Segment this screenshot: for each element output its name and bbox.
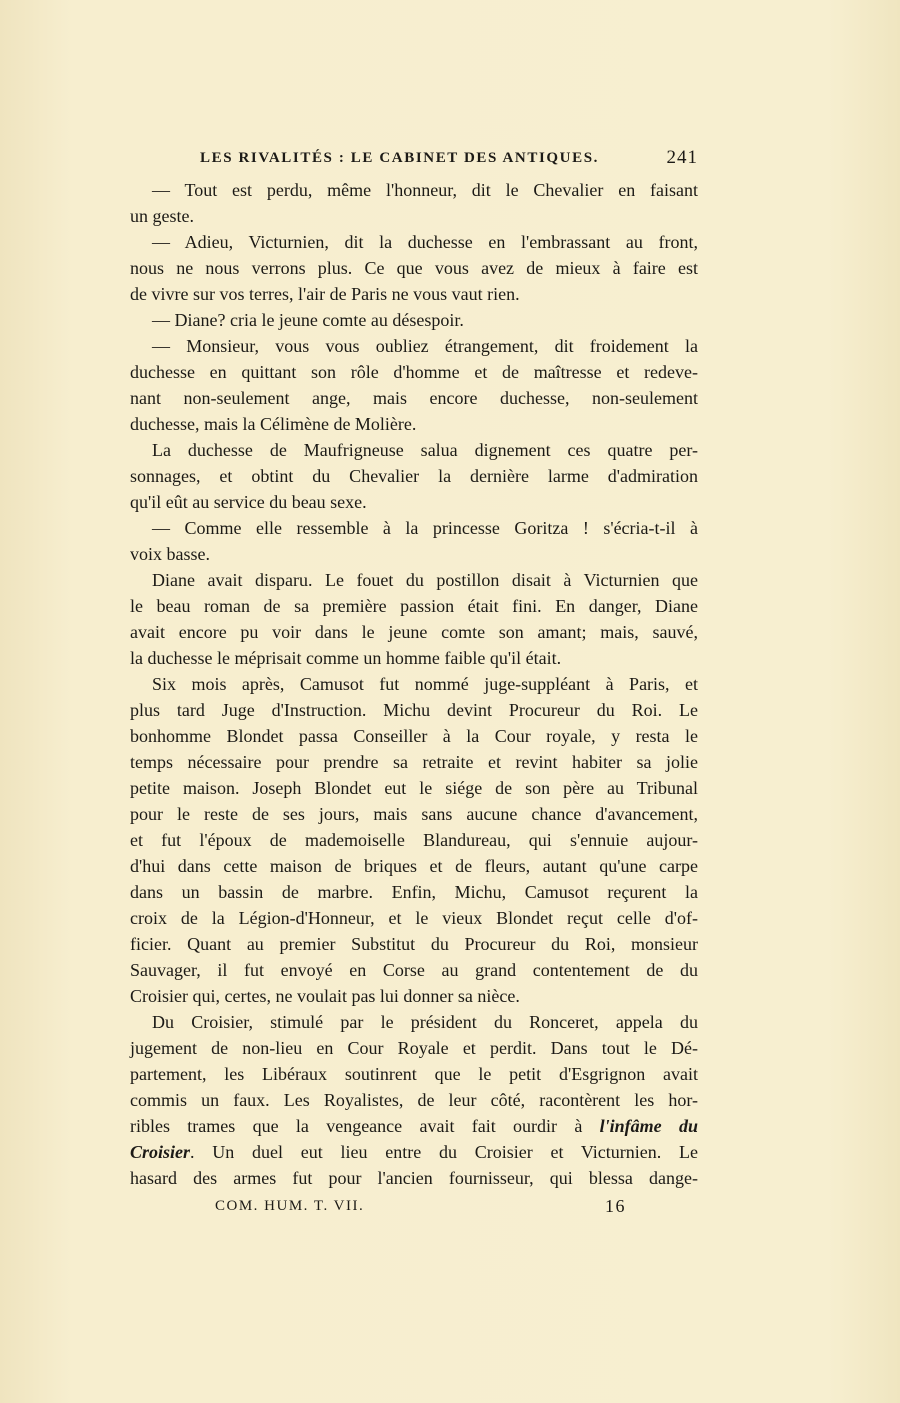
- text-line: Diane avait disparu. Le fouet du postillon disait à Victurnien que: [152, 570, 698, 590]
- text-line: — Adieu, Victurnien, dit la duchesse en l'embrassant au front,: [152, 232, 698, 252]
- text-line: croix de la Légion-d'Honneur, et le vieux Blondet reçut celle d'of-: [130, 908, 698, 928]
- text-line: [130, 1139, 698, 1165]
- text-line: ficier. Quant au premier Substitut du Procureur du Roi, monsieur: [130, 934, 698, 954]
- running-title: LES RIVALITÉS : LE CABINET DES ANTIQUES.: [200, 150, 599, 166]
- text-line: sonnages, et obtint du Chevalier la dernière larme d'admiration: [130, 466, 698, 486]
- signature-mark: COM. HUM. T. VII.: [215, 1198, 365, 1214]
- text-span: . Un duel eut lieu entre du Croisier et Victurnien. Le: [190, 1142, 698, 1162]
- text-line: pour le reste de ses jours, mais sans aucune chance d'avancement,: [130, 804, 698, 824]
- text-line: nant non-seulement ange, mais encore duchesse, non-seulement: [130, 388, 698, 408]
- text-line: duchesse en quittant son rôle d'homme et de maîtresse et redeve-: [130, 362, 698, 382]
- text-line: — Tout est perdu, même l'honneur, dit le Chevalier en faisant: [152, 180, 698, 200]
- text-line: Croisier qui, certes, ne voulait pas lui donner sa nièce.: [130, 986, 520, 1006]
- text-line: Du Croisier, stimulé par le président du Ronceret, appela du: [152, 1012, 698, 1032]
- text-line: bonhomme Blondet passa Conseiller à la Cour royale, y resta le: [130, 726, 698, 746]
- page-footer: [130, 1196, 698, 1220]
- text-line: — Comme elle ressemble à la princesse Goritza ! s'écria-t-il à: [152, 518, 698, 538]
- text-line: voix basse.: [130, 544, 210, 564]
- text-line: partement, les Libéraux soutinrent que le petit d'Esgrignon avait: [130, 1064, 698, 1084]
- body-text: [130, 177, 698, 1191]
- text-line: dans un bassin de marbre. Enfin, Michu, Camusot reçurent la: [130, 882, 698, 902]
- text-line: plus tard Juge d'Instruction. Michu devint Procureur du Roi. Le: [130, 700, 698, 720]
- text-line: duchesse, mais la Célimène de Molière.: [130, 414, 417, 434]
- text-line: Sauvager, il fut envoyé en Corse au grand contentement de du: [130, 960, 698, 980]
- sheet-number: 16: [605, 1196, 626, 1216]
- text-line: et fut l'époux de mademoiselle Blandureau, qui s'ennuie aujour-: [130, 830, 698, 850]
- text-line: petite maison. Joseph Blondet eut le siége de son père au Tribunal: [130, 778, 698, 798]
- text-line: le beau roman de sa première passion était fini. En danger, Diane: [130, 596, 698, 616]
- text-line: — Diane? cria le jeune comte au désespoir.: [152, 310, 464, 330]
- text-line: — Monsieur, vous vous oubliez étrangement, dit froidement la: [152, 336, 698, 356]
- text-line: de vivre sur vos terres, l'air de Paris ne vous vaut rien.: [130, 284, 520, 304]
- page-number: 241: [666, 147, 698, 168]
- text-line: nous ne nous verrons plus. Ce que vous avez de mieux à faire est: [130, 258, 698, 278]
- italic-text: Croisier: [130, 1142, 191, 1162]
- text-line: [130, 1113, 698, 1139]
- italic-text: l'infâme du: [599, 1116, 698, 1136]
- running-header: [130, 147, 698, 171]
- text-line: qu'il eût au service du beau sexe.: [130, 492, 367, 512]
- text-line: temps nécessaire pour prendre sa retraite et revint habiter sa jolie: [130, 752, 698, 772]
- text-line: avait encore pu voir dans le jeune comte son amant; mais, sauvé,: [130, 622, 698, 642]
- text-line: d'hui dans cette maison de briques et de fleurs, autant qu'une carpe: [130, 856, 698, 876]
- text-span: hasard des armes fut pour l'ancien fournisseur, qui blessa dange-: [130, 1168, 698, 1188]
- text-span: ribles trames que la vengeance avait fait ourdir à: [130, 1116, 600, 1136]
- text-line: [130, 1165, 698, 1191]
- text-line: jugement de non-lieu en Cour Royale et perdit. Dans tout le Dé-: [130, 1038, 698, 1058]
- text-line: Six mois après, Camusot fut nommé juge-suppléant à Paris, et: [152, 674, 698, 694]
- text-line: la duchesse le méprisait comme un homme faible qu'il était.: [130, 648, 562, 668]
- text-line: un geste.: [130, 206, 194, 226]
- text-line: La duchesse de Maufrigneuse salua dignement ces quatre per-: [152, 440, 698, 460]
- text-line: commis un faux. Les Royalistes, de leur côté, racontèrent les hor-: [130, 1090, 698, 1110]
